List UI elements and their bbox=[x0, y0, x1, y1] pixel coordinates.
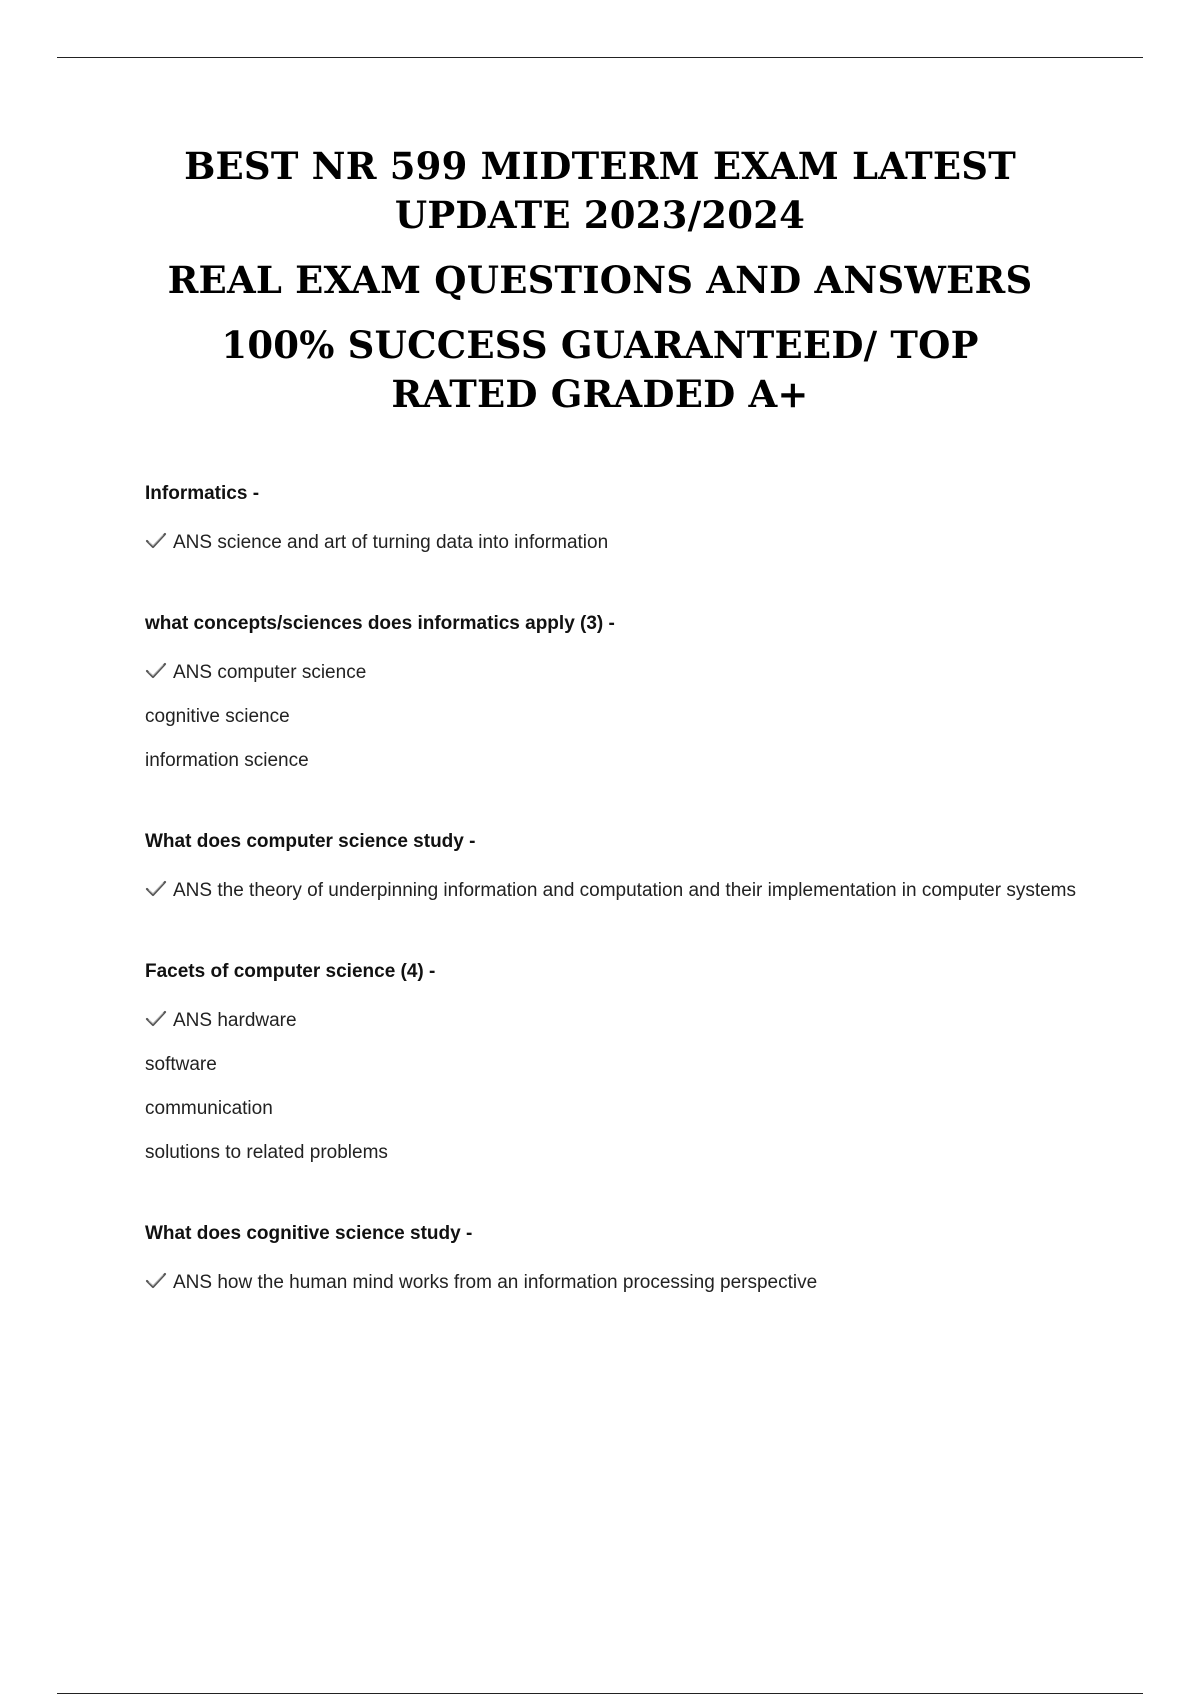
answer-line bbox=[145, 876, 1105, 906]
qa-item bbox=[145, 828, 1105, 906]
title-line: REAL EXAM QUESTIONS AND ANSWERS bbox=[167, 258, 1033, 302]
check-mark-icon bbox=[145, 1272, 167, 1290]
qa-list bbox=[145, 480, 1105, 1350]
qa-item bbox=[145, 958, 1105, 1168]
answer-prefix: ANS bbox=[173, 532, 213, 553]
answer-line bbox=[145, 658, 1105, 688]
check-mark-icon bbox=[145, 880, 167, 898]
qa-item bbox=[145, 1220, 1105, 1298]
title-line: UPDATE 2023/2024 bbox=[394, 193, 806, 237]
question: Facets of computer science (4) - bbox=[145, 961, 436, 982]
answer-text: the theory of underpinning information and computation and their implementation in computer systems bbox=[217, 880, 1077, 901]
question: What does cognitive science study - bbox=[145, 1223, 473, 1244]
question: What does computer science study - bbox=[145, 831, 476, 852]
document-title bbox=[120, 142, 1080, 419]
check-mark-icon bbox=[145, 1010, 167, 1028]
answer-line: cognitive science bbox=[145, 706, 290, 727]
answer-text: hardware bbox=[217, 1010, 297, 1031]
check-mark-icon bbox=[145, 662, 167, 680]
question: what concepts/sciences does informatics apply (3) - bbox=[145, 613, 615, 634]
answer-prefix: ANS bbox=[173, 880, 213, 901]
answer-text: how the human mind works from an information processing perspective bbox=[217, 1272, 818, 1293]
title-line: BEST NR 599 MIDTERM EXAM LATEST bbox=[184, 144, 1016, 188]
question: Informatics - bbox=[145, 483, 260, 504]
answer-line: information science bbox=[145, 750, 309, 771]
title-line: RATED GRADED A+ bbox=[391, 372, 809, 416]
title-line: 100% SUCCESS GUARANTEED/ TOP bbox=[221, 323, 979, 367]
answer-line bbox=[145, 1268, 1105, 1298]
answer-line: software bbox=[145, 1054, 217, 1075]
top-rule bbox=[57, 57, 1143, 58]
answer-prefix: ANS bbox=[173, 662, 213, 683]
answer-text: computer science bbox=[217, 662, 367, 683]
answer-line bbox=[145, 528, 1105, 558]
answer-prefix: ANS bbox=[173, 1010, 213, 1031]
answer-line: solutions to related problems bbox=[145, 1142, 388, 1163]
check-mark-icon bbox=[145, 532, 167, 550]
qa-item bbox=[145, 610, 1105, 776]
bottom-rule bbox=[57, 1693, 1143, 1694]
qa-item bbox=[145, 480, 1105, 558]
answer-line bbox=[145, 1006, 1105, 1036]
answer-text: science and art of turning data into information bbox=[217, 532, 609, 553]
answer-prefix: ANS bbox=[173, 1272, 213, 1293]
answer-line: communication bbox=[145, 1098, 273, 1119]
